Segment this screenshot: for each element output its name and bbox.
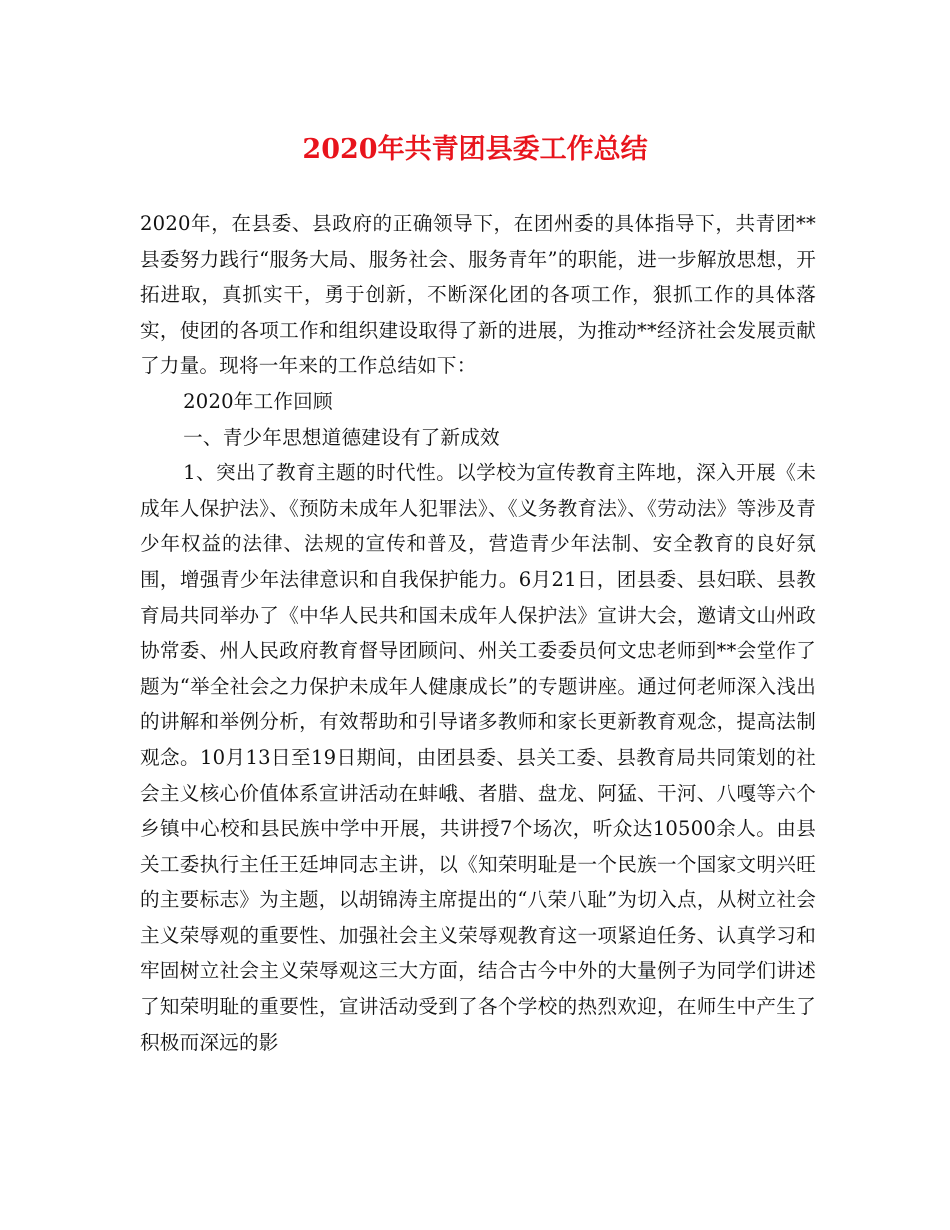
document-title: 2020年共青团县委工作总结 <box>302 134 648 165</box>
section-heading-review: 2020年工作回顾 <box>183 389 333 413</box>
section-heading-1: 一、青少年思想道德建设有了新成效 <box>183 425 500 449</box>
body-paragraph-1: 1、突出了教育主题的时代性。以学校为宣传教育主阵地，深入开展《未成年人保护法》、《预防未成年人犯罪法》、《义务教育法》、《劳动法》等涉及青少年权益的法律、法规的宣传和普及，营造青少年法制、安全教育的良好氛围，增强青少年法律意识和自我保护能力。6月21日，团县委、县妇联、县教育局共同举办了《中华人民共和国未成年人保护法》宣讲大会，邀请文山州政协常委、州人民政府教育督导团顾问、州关工委委员何文忠老师到**会堂作了题为“举全社会之力保护未成年人健康成长”的专题讲座。通过何老师深入浅出的讲解和举例分析，有效帮助和引导诸多教师和家长更新教育观念，提高法制观念。10月13日至19日期间，由团县委、县关工委、县教育局共同策划的社会主义核心价值体系宣讲活动在蚌峨、者腊、盘龙、阿猛、干河、八嘎等六个乡镇中心校和县民族中学中开展，共讲授7个场次，听众达10500余人。由县关工委执行主任王廷坤同志主讲，以《知荣明耻是一个民族一个国家文明兴旺的主要标志》为主题，以胡锦涛主席提出的“八荣八耻”为切入点，从树立社会主义荣辱观的重要性、加强社会主义荣辱观教育这一项紧迫任务、认真学习和牢固树立社会主义荣辱观这三大方面，结合古今中外的大量例子为同学们讲述了知荣明耻的重要性，宣讲活动受到了各个学校的热烈欢迎，在师生中产生了积极而深远的影 <box>140 461 816 1054</box>
intro-paragraph: 2020年，在县委、县政府的正确领导下，在团州委的具体指导下，共青团**县委努力践行“服务大局、服务社会、服务青年”的职能，进一步解放思想，开拓进取，真抓实干，勇于创新，不断深化团的各项工作，狠抓工作的具体落实，使团的各项工作和组织建设取得了新的进展，为推动**经济社会发展贡献了力量。现将一年来的工作总结如下： <box>140 212 816 378</box>
document-body <box>140 206 816 1060</box>
